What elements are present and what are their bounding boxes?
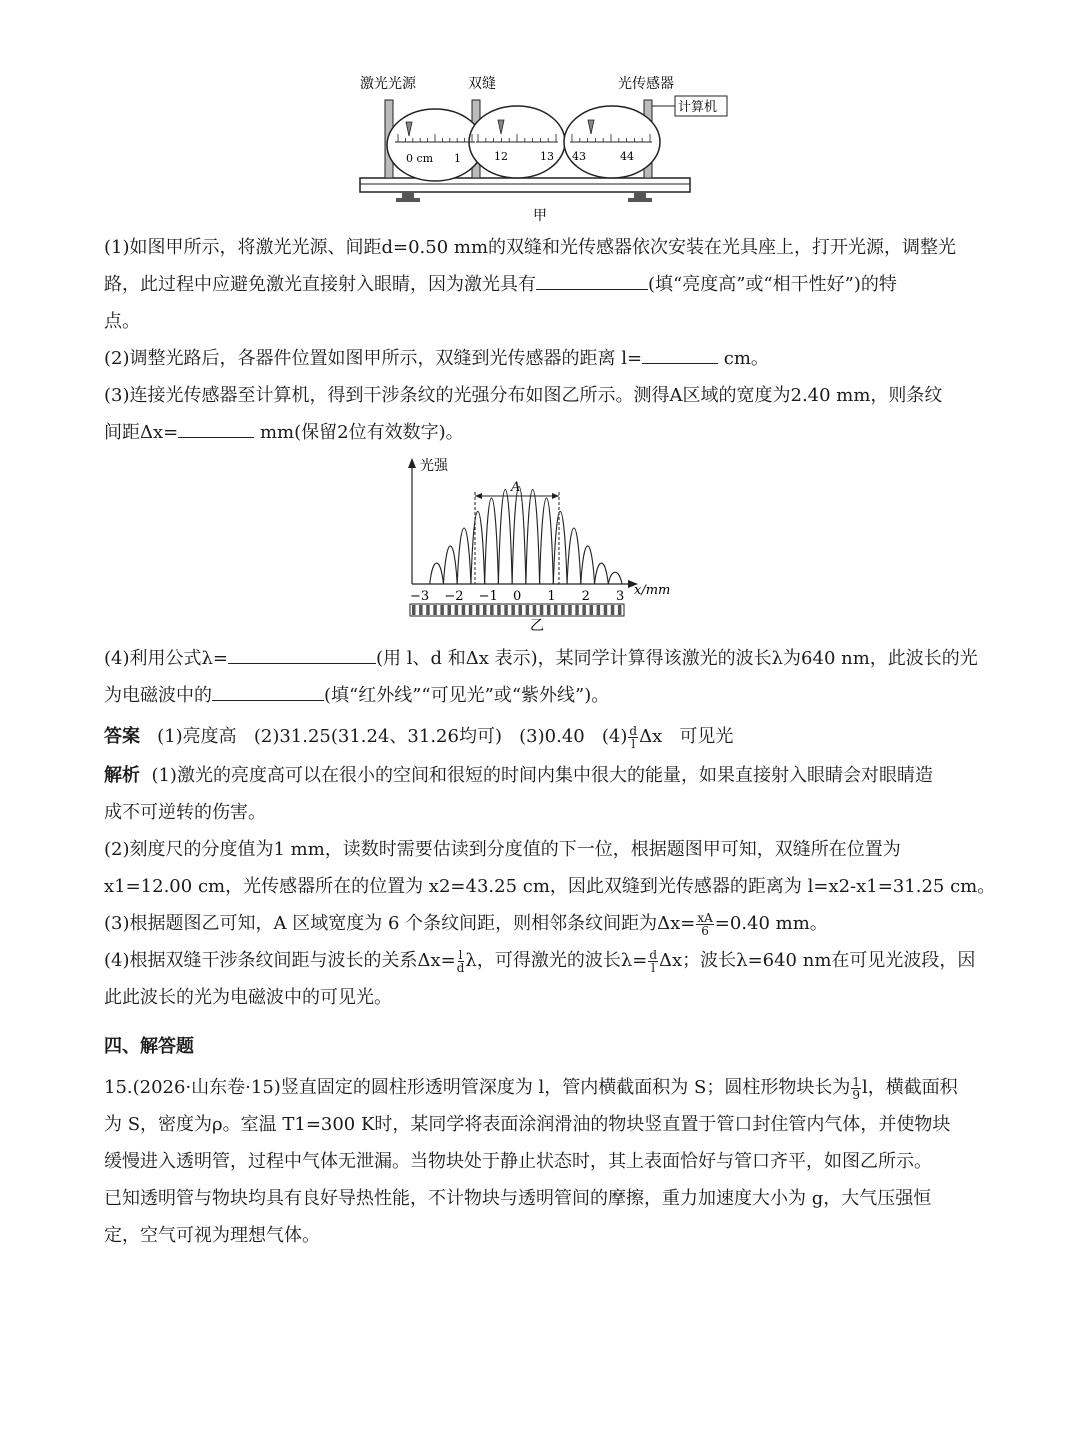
fringe-stripe	[590, 605, 594, 615]
fringe-stripe	[554, 605, 558, 615]
fringe-stripe	[540, 605, 544, 615]
question-3	[104, 377, 976, 451]
fringe-stripe	[519, 605, 523, 615]
q1-line-3: 点。	[104, 311, 140, 332]
q3-line-2b: mm(保留2位有效数字)。	[254, 422, 464, 443]
q4-line-1b: (用 l、d 和Δx 表示)，某同学计算得该激光的波长λ为640 nm，此波长的光	[376, 648, 978, 669]
q4-line-1a: (4)利用公式λ=	[104, 648, 228, 669]
fringe-stripe	[440, 605, 444, 615]
answer-5: 可见光	[679, 726, 734, 747]
analysis-p3-b: =0.40 mm。	[714, 913, 828, 934]
q15-line-2: 为 S，密度为ρ。室温 T1=300 K时，某同学将表面涂润滑油的物块竖直置于管口封住管内气体，并使物块	[104, 1114, 951, 1135]
fringe-stripe	[469, 605, 473, 615]
q1-line-2b: (填“亮度高”或“相干性好”)的特	[648, 274, 897, 295]
analysis-p4-c: Δx；波长λ=640 nm在可见光波段，因	[659, 950, 976, 971]
fringe-stripe	[597, 605, 601, 615]
analysis-p1-line2: 成不可逆转的伤害。	[104, 802, 266, 823]
q3-answer-blank[interactable]	[178, 417, 254, 438]
scale-3-right: 44	[620, 150, 634, 163]
fringe-stripe	[448, 605, 452, 615]
q1-answer-blank[interactable]	[536, 269, 648, 290]
fringe-stripe	[490, 605, 494, 615]
x-tick-label: −2	[444, 589, 464, 604]
figure-yi-caption: 乙	[530, 618, 544, 634]
label-slit: 双缝	[468, 76, 496, 92]
figure-jia-caption: 甲	[533, 208, 547, 224]
label-computer: 计算机	[678, 100, 718, 115]
fringe-stripe	[561, 605, 565, 615]
figure-jia	[350, 70, 730, 226]
q15-line-1b: l，横截面积	[862, 1077, 958, 1098]
q15-fraction: $\frac{1}{9}$	[852, 1074, 860, 1102]
q2-answer-blank[interactable]	[642, 343, 718, 364]
scale-1-right: 1	[454, 152, 461, 165]
answer-4: (4) $\frac{d}{l}$ Δx	[601, 723, 663, 751]
fringe-stripe	[476, 605, 480, 615]
fringe-stripe	[604, 605, 608, 615]
q1-line-2a: 路，此过程中应避免激光直接射入眼睛，因为激光具有	[104, 274, 536, 295]
analysis-p2-line1: (2)刻度尺的分度值为1 mm，读数时需要估读到分度值的下一位，根据题图甲可知，双缝所在位置为	[104, 839, 901, 860]
q2-text-a: (2)调整光路后，各器件位置如图甲所示，双缝到光传感器的距离 l=	[104, 348, 643, 369]
fringe-stripe	[526, 605, 530, 615]
analysis-p4-a: (4)根据双缝干涉条纹间距与波长的关系Δx=	[104, 950, 456, 971]
fringe-stripe	[433, 605, 437, 615]
fringe-peak	[595, 563, 609, 584]
answer-2: (2)31.25(31.24、31.26均可)	[253, 726, 502, 747]
section-title: 四、解答题	[104, 1036, 194, 1057]
fringe-peak	[581, 546, 595, 584]
analysis-label: 解析	[104, 765, 140, 786]
scale-1-left: 0 cm	[406, 152, 434, 165]
q4-line-2b: (填“红外线”“可见光”或“紫外线”)。	[324, 685, 610, 706]
analysis-p1-line1: (1)激光的亮度高可以在很小的空间和很短的时间内集中很大的能量，如果直接射入眼睛会对眼睛造	[151, 765, 933, 786]
x-tick-label: 2	[581, 589, 590, 604]
fringe-stripe	[419, 605, 423, 615]
fringe-peak	[553, 511, 567, 584]
question-2	[104, 340, 976, 377]
q15-line-3: 缓慢进入透明管，过程中气体无泄漏。当物块处于静止状态时，其上表面恰好与管口齐平，如图乙所示。	[104, 1151, 932, 1172]
answer-1: (1)亮度高	[157, 726, 237, 747]
fringe-stripe	[511, 605, 515, 615]
figure-yi-xlabel: x/mm	[634, 583, 671, 598]
scale-2-right: 13	[540, 150, 554, 163]
fringe-peak	[485, 498, 499, 584]
q15-line-5: 定，空气可视为理想气体。	[104, 1225, 320, 1246]
scale-2-left: 12	[494, 150, 508, 163]
fringe-peak	[526, 489, 540, 584]
x-tick-label: 1	[547, 589, 556, 604]
fringe-stripe	[455, 605, 459, 615]
fringe-peak	[443, 546, 457, 584]
fringe-stripe	[611, 605, 615, 615]
fringe-stripe	[462, 605, 466, 615]
fringe-peak	[540, 498, 554, 584]
figure-yi	[400, 456, 680, 636]
scale-3-left: 43	[572, 150, 586, 163]
fringe-stripe	[533, 605, 537, 615]
q4-formula-blank[interactable]	[228, 643, 376, 664]
fringe-peak	[457, 528, 471, 584]
fringe-stripe	[575, 605, 579, 615]
analysis-p2-line2: x1=12.00 cm，光传感器所在的位置为 x2=43.25 cm，因此双缝到光传感器的距离为 l=x2-x1=31.25 cm。	[104, 876, 996, 897]
fringe-stripe	[568, 605, 572, 615]
analysis-p4-b: λ，可得激光的波长λ=	[465, 950, 648, 971]
label-laser: 激光光源	[360, 76, 416, 92]
fringe-stripe	[618, 605, 622, 615]
answer-block	[104, 718, 976, 755]
answer-label: 答案	[104, 726, 140, 747]
x-tick-label: 3	[616, 589, 625, 604]
analysis-p4-fraction-2: $\frac{d}{l}$	[649, 947, 658, 975]
question-15	[104, 1069, 976, 1254]
q1-line-1: (1)如图甲所示，将激光光源、间距d=0.50 mm的双缝和光传感器依次安装在光具座上，打开光源，调整光	[104, 237, 957, 258]
fringe-stripe	[547, 605, 551, 615]
q15-line-1a: 15.(2026·山东卷·15)竖直固定的圆柱形透明管深度为 l，管内横截面积为 S；圆柱形物块长为	[104, 1077, 851, 1098]
analysis-p4-line2: 此此波长的光为电磁波中的可见光。	[104, 987, 392, 1008]
fringe-stripe	[483, 605, 487, 615]
fringe-peak	[498, 489, 512, 584]
q4-line-2a: 为电磁波中的	[104, 685, 212, 706]
analysis-p3-fraction: $\frac{xA}{6}$	[697, 910, 713, 938]
fringe-stripe	[426, 605, 430, 615]
region-a-label: A	[511, 480, 521, 495]
question-4	[104, 640, 976, 714]
answer-3: (3)0.40	[519, 726, 585, 747]
figure-yi-ylabel: 光强	[420, 458, 448, 474]
fringe-stripe	[497, 605, 501, 615]
q2-text-b: cm。	[718, 348, 769, 369]
q3-line-1: (3)连接光传感器至计算机，得到干涉条纹的光强分布如图乙所示。测得A区域的宽度为2.40 mm，则条纹	[104, 385, 943, 406]
fringe-stripe	[582, 605, 586, 615]
q15-line-4: 已知透明管与物块均具有良好导热性能，不计物块与透明管间的摩擦，重力加速度大小为 g，大气压强恒	[104, 1188, 932, 1209]
x-tick-label: −1	[478, 589, 498, 604]
fringe-peak	[608, 572, 622, 584]
fringe-peak	[430, 563, 444, 584]
x-tick-label: −3	[410, 589, 430, 604]
fringe-stripe	[412, 605, 416, 615]
fringe-stripe	[504, 605, 508, 615]
x-tick-label: 0	[513, 589, 522, 604]
q3-line-2a: 间距Δx=	[104, 422, 179, 443]
analysis-block	[104, 757, 996, 1016]
fringe-peak	[567, 528, 581, 584]
analysis-p3-a: (3)根据题图乙可知，A 区域宽度为 6 个条纹间距，则相邻条纹间距为Δx=	[104, 913, 696, 934]
analysis-p4-fraction-1: $\frac{l}{d}$	[456, 947, 465, 975]
fringe-peak	[512, 487, 526, 585]
question-1	[104, 229, 976, 340]
label-sensor: 光传感器	[618, 76, 674, 92]
q4-answer-blank[interactable]	[212, 680, 324, 701]
fringe-peak	[471, 511, 485, 584]
